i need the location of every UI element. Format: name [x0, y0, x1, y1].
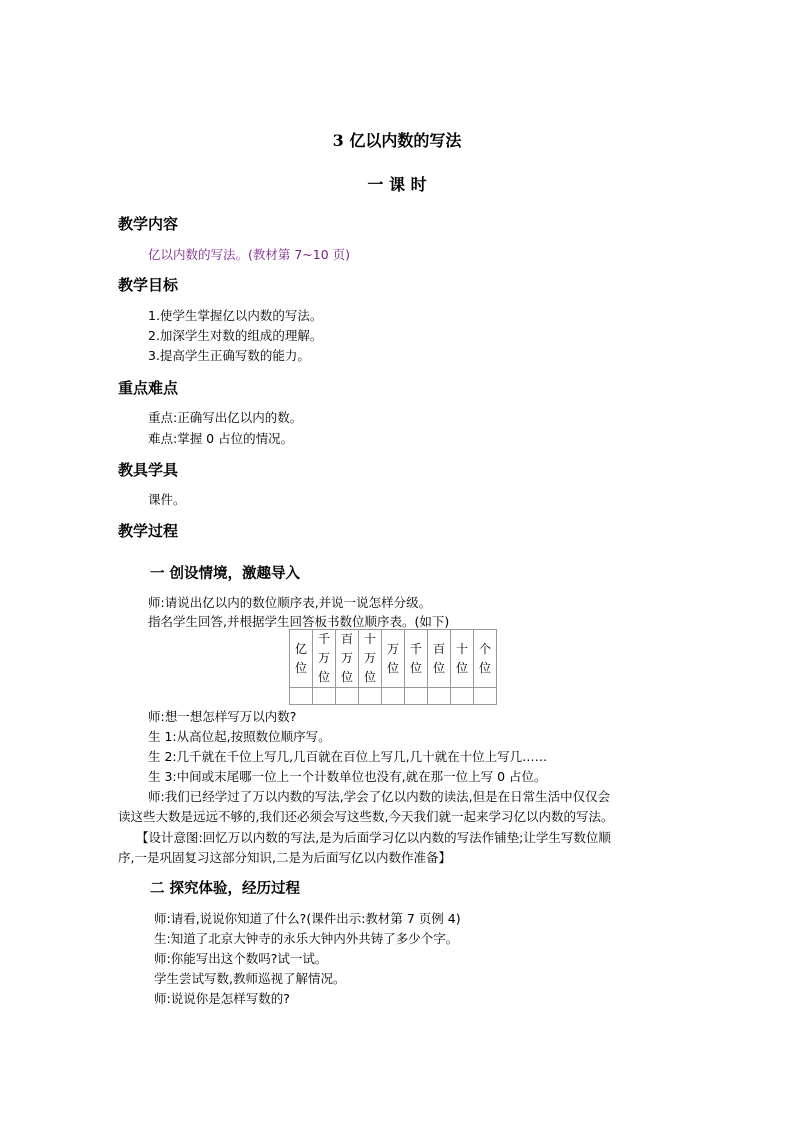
table-empty-cell	[451, 688, 474, 705]
dialogue-line: 生 2:几千就在千位上写几,几百就在百位上写几,几十就在十位上写几……	[148, 749, 548, 764]
table-header-cell: 百 位	[428, 630, 451, 688]
table-empty-cell	[290, 688, 313, 705]
dialogue-line: 生 1:从高位起,按照数位顺序写。	[148, 729, 331, 744]
table-header-cell: 千 位	[405, 630, 428, 688]
process-heading: 教学过程	[118, 522, 179, 540]
table-header-cell: 万 位	[382, 630, 405, 688]
goals-heading: 教学目标	[118, 276, 179, 294]
tools-heading: 教具学具	[118, 461, 179, 479]
content-text: 亿以内数的写法。(教材第 7~10 页)	[148, 247, 351, 262]
part1-line: 师:请说出亿以内的数位顺序表,并说一说怎样分级。	[148, 595, 432, 610]
part1-heading: 一 创设情境，激趣导入	[150, 566, 301, 582]
table-empty-cell	[474, 688, 497, 705]
part2-line: 师:你能写出这个数吗?试一试。	[154, 951, 328, 966]
dialogue-line: 师:我们已经学过了万以内数的写法,学会了亿以内数的读法,但是在日常生活中仅仅会	[148, 789, 611, 804]
table-empty-cell	[313, 688, 336, 705]
table-header-cell: 十 万 位	[359, 630, 382, 688]
part2-heading: 二 探究体验，经历过程	[150, 881, 301, 897]
table-empty-cell	[359, 688, 382, 705]
table-empty-cell	[336, 688, 359, 705]
table-empty-cell	[382, 688, 405, 705]
part2-line: 生:知道了北京大钟寺的永乐大钟内外共铸了多少个字。	[154, 931, 459, 946]
table-header-cell: 千 万 位	[313, 630, 336, 688]
dialogue-line: 读这些大数是远远不够的,我们还必须会写这些数,今天我们就一起来学习亿以内数的写法。	[118, 809, 614, 824]
dialogue-line: 生 3:中间或末尾哪一位上一个计数单位也没有,就在那一位上写 0 占位。	[148, 769, 547, 784]
part2-line: 学生尝试写数,教师巡视了解情况。	[154, 971, 346, 986]
table-header-cell: 十 位	[451, 630, 474, 688]
part2-line: 师:请看,说说你知道了什么?(课件出示:教材第 7 页例 4)	[154, 911, 461, 926]
design-intent-line: 序,一是巩固复习这部分知识,二是为后面写亿以内数作准备】	[118, 850, 451, 865]
design-intent-line: 【设计意图:回忆万以内数的写法,是为后面学习亿以内数的写法作铺垫;让学生写数位顺	[136, 830, 611, 845]
table-empty-cell	[405, 688, 428, 705]
content-heading: 教学内容	[118, 215, 179, 233]
table-header-cell: 亿 位	[290, 630, 313, 688]
goal-item: 1.使学生掌握亿以内数的写法。	[148, 308, 323, 323]
keypoint-item: 重点:正确写出亿以内的数。	[148, 410, 303, 425]
table-empty-cell	[428, 688, 451, 705]
keypoints-heading: 重点难点	[118, 379, 179, 397]
table-header-cell: 百 万 位	[336, 630, 359, 688]
place-value-table	[289, 629, 497, 705]
dialogue-line: 师:想一想怎样写万以内数?	[148, 709, 297, 724]
keypoint-item: 难点:掌握 0 占位的情况。	[148, 431, 294, 446]
part2-line: 师:说说你是怎样写数的?	[154, 991, 290, 1006]
lesson-title: 3 亿以内数的写法	[332, 131, 462, 150]
goal-item: 3.提高学生正确写数的能力。	[148, 348, 310, 363]
tools-text: 课件。	[148, 492, 186, 507]
lesson-subtitle: 一 课 时	[367, 175, 427, 194]
part1-line: 指名学生回答,并根据学生回答板书数位顺序表。(如下)	[148, 614, 450, 629]
table-header-cell: 个 位	[474, 630, 497, 688]
goal-item: 2.加深学生对数的组成的理解。	[148, 328, 323, 343]
